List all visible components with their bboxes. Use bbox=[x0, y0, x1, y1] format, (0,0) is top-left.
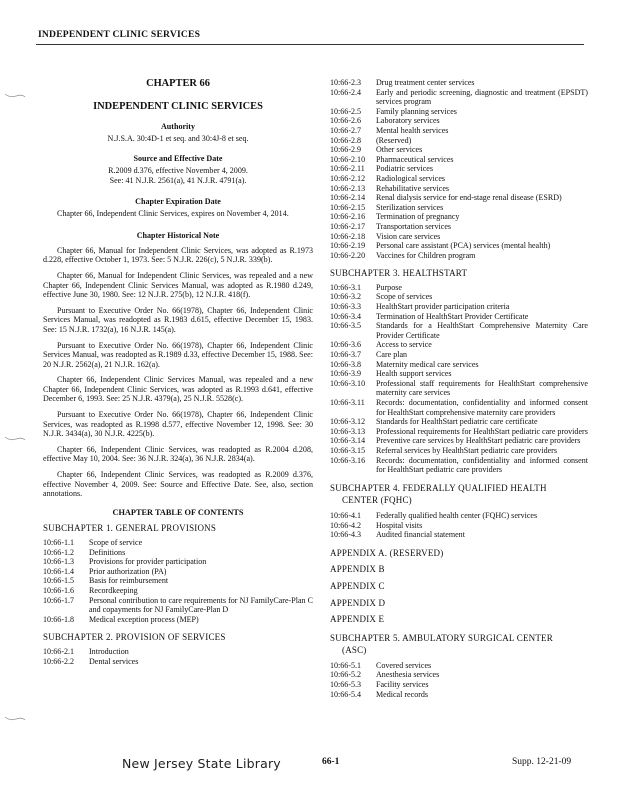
toc-entry: 10:66-2.14 Renal dialysis service for end-stage renal disease (ESRD) bbox=[330, 193, 562, 203]
toc-entry: 10:66-1.6 Recordkeeping bbox=[43, 585, 138, 595]
toc-entry: 10:66-2.1 Introduction bbox=[43, 646, 129, 656]
toc-entry: 10:66-3.11 Records: documentation, confidentiality and informed consent for HealthStart comprehensive maternity care providers bbox=[330, 398, 588, 417]
toc-entry: 10:66-1.1 Scope of service bbox=[43, 538, 143, 547]
subchapter-2-heading: SUBCHAPTER 2. PROVISION OF SERVICES bbox=[43, 632, 226, 643]
expiration-heading: Chapter Expiration Date bbox=[135, 196, 221, 206]
history-note: Chapter 66, Manual for Independent Clinic Services, was adopted as R.1973 d.228, effective October 1, 1973. See: 5 N.J.R. 226(c), 5 N.J.R. 339(b). bbox=[43, 245, 313, 265]
subchapter-3-heading: SUBCHAPTER 3. HEALTHSTART bbox=[330, 268, 468, 279]
toc-entry: 10:66-3.3 HealthStart provider participation criteria bbox=[330, 302, 510, 312]
toc-entry: 10:66-2.2 Dental services bbox=[43, 656, 139, 666]
toc-entry: 10:66-5.1 Covered services bbox=[330, 660, 432, 670]
history-note: Pursuant to Executive Order No. 66(1978), Chapter 66, Independent Clinic Services Manual, was readopted as R.1983 d.615, effective December 15, 1983. See: 15 N.J.R. 1732(a), 16 N.J.R. 145(a). bbox=[43, 305, 313, 334]
toc-entry: 10:66-3.6 Access to service bbox=[330, 340, 432, 350]
toc-entry: 10:66-1.3 Provisions for provider participation bbox=[43, 557, 207, 567]
toc-entry: 10:66-5.2 Anesthesia services bbox=[330, 670, 440, 680]
expiration-text: Chapter 66, Independent Clinic Services, expires on November 4, 2014. bbox=[57, 208, 289, 218]
history-heading: Chapter Historical Note bbox=[136, 231, 220, 241]
toc-entry: 10:66-3.2 Scope of services bbox=[330, 292, 433, 302]
toc-entry: 10:66-1.2 Definitions bbox=[43, 547, 126, 557]
toc-entry: 10:66-2.20 Vaccines for Children program bbox=[330, 250, 476, 260]
history-note: Pursuant to Executive Order No. 66(1978), Chapter 66, Independent Clinic Services, was readopted as R.1998 d.577, effective November 12, 1998. See: 30 N.J.R. 3434(a), 30 N.J.R. 4225(b). bbox=[43, 410, 313, 439]
toc-entry: 10:66-2.3 Drug treatment center services bbox=[330, 78, 475, 87]
toc-entry: 10:66-3.14 Preventive care services by HealthStart pediatric care providers bbox=[330, 436, 581, 446]
subchapter-5-heading-cont: (ASC) bbox=[342, 645, 367, 656]
toc-entry: 10:66-5.3 Facility services bbox=[330, 680, 429, 690]
toc-title: CHAPTER TABLE OF CONTENTS bbox=[112, 507, 244, 517]
running-head: INDEPENDENT CLINIC SERVICES bbox=[38, 29, 201, 40]
library-watermark: New Jersey State Library bbox=[122, 756, 281, 771]
history-note: Chapter 66, Manual for Independent Clinic Services, was repealed and a new Chapter 66, Independent Clinic Services Manual, was adopted as R.1980 d.249, effective June 30, 1980. See: 12 N.J.R. 275(b), 12 N.J.R. 418(f). bbox=[43, 270, 313, 300]
toc-entry: 10:66-3.7 Care plan bbox=[330, 350, 408, 360]
history-note: Chapter 66, Independent Clinic Services, was readopted as R.2009 d.376, effective November 4, 2009. See: Source and Effective Date. See, also, section annotations. bbox=[43, 470, 313, 499]
toc-entry: 10:66-2.19 Personal care assistant (PCA) services (mental health) bbox=[330, 241, 551, 251]
appendix-c: APPENDIX C bbox=[330, 580, 385, 591]
header-rule bbox=[36, 44, 584, 45]
toc-entry: 10:66-3.9 Health support services bbox=[330, 369, 452, 379]
toc-entry: 10:66-3.12 Standards for HealthStart pediatric care certificate bbox=[330, 417, 538, 427]
source-heading: Source and Effective Date bbox=[133, 154, 223, 164]
subchapter-4-heading: SUBCHAPTER 4. FEDERALLY QUALIFIED HEALTH bbox=[330, 482, 547, 493]
toc-entry: 10:66-2.15 Sterilization services bbox=[330, 202, 444, 212]
toc-entry: 10:66-2.12 Radiological services bbox=[330, 173, 446, 183]
toc-entry: 10:66-2.11 Podiatric services bbox=[330, 164, 433, 174]
toc-entry: 10:66-2.8 (Reserved) bbox=[330, 135, 412, 145]
history-note: Pursuant to Executive Order No. 66(1978), Chapter 66, Independent Clinic Services Manual, was readopted as R.1989 d.33, effective December 15, 1988. See: 20 N.J.R. 2562(a), 21 N.J.R. 162(a). bbox=[43, 340, 313, 369]
source-text-1: R.2009 d.376, effective November 4, 2009. bbox=[108, 165, 248, 175]
toc-entry: 10:66-3.5 Standards for a HealthStart Comprehensive Maternity Care Provider Certificate bbox=[330, 321, 588, 340]
toc-entry: 10:66-5.4 Medical records bbox=[330, 689, 429, 699]
toc-entry: 10:66-1.8 Medical exception process (MEP) bbox=[43, 614, 199, 624]
appendix-b: APPENDIX B bbox=[330, 564, 385, 575]
toc-entry: 10:66-4.1 Federally qualified health center (FQHC) services bbox=[330, 510, 538, 520]
right-column bbox=[330, 78, 588, 699]
toc-entry: 10:66-4.2 Hospital visits bbox=[330, 520, 423, 530]
scan-artifact-mark bbox=[4, 716, 26, 720]
left-column bbox=[43, 78, 313, 666]
scan-artifact-mark bbox=[4, 93, 26, 97]
toc-entry: 10:66-2.16 Termination of pregnancy bbox=[330, 212, 460, 222]
authority-text: N.J.S.A. 30:4D-1 et seq. and 30:4J-8 et seq. bbox=[107, 133, 249, 143]
toc-entry: 10:66-3.10 Professional staff requirements for HealthStart comprehensive maternity care services bbox=[330, 378, 588, 398]
toc-entry: 10:66-2.17 Transportation services bbox=[330, 221, 452, 231]
toc-entry: 10:66-2.9 Other services bbox=[330, 145, 423, 155]
scan-artifact-mark bbox=[4, 436, 26, 440]
toc-entry: 10:66-2.6 Laboratory services bbox=[330, 116, 440, 126]
subchapter-5-heading: SUBCHAPTER 5. AMBULATORY SURGICAL CENTER bbox=[330, 632, 553, 643]
toc-entry: 10:66-2.7 Mental health services bbox=[330, 125, 449, 135]
toc-entry: 10:66-3.1 Purpose bbox=[330, 282, 402, 292]
subchapter-1-heading: SUBCHAPTER 1. GENERAL PROVISIONS bbox=[43, 523, 217, 534]
appendix-e: APPENDIX E bbox=[330, 614, 385, 625]
toc-entry: 10:66-3.8 Maternity medical care services bbox=[330, 359, 479, 369]
chapter-number: CHAPTER 66 bbox=[146, 78, 210, 89]
toc-entry: 10:66-3.13 Professional requirements for HealthStart pediatric care providers bbox=[330, 426, 588, 436]
page-number: 66-1 bbox=[322, 757, 340, 767]
appendix-a: APPENDIX A. (RESERVED) bbox=[330, 547, 444, 558]
history-note: Chapter 66, Independent Clinic Services Manual, was repealed and a new Chapter 66, Independent Clinic Services, was adopted as R.1993 d.641, effective December 6, 1993. See: 25 N.J.R. 4379(a), 25 N.J.R. 5528(c). bbox=[43, 375, 313, 404]
supplement-date: Supp. 12-21-09 bbox=[512, 757, 572, 767]
toc-entry: 10:66-2.13 Rehabilitative services bbox=[330, 183, 450, 193]
toc-entry: 10:66-4.3 Audited financial statement bbox=[330, 530, 465, 540]
toc-entry: 10:66-3.4 Termination of HealthStart Provider Certificate bbox=[330, 311, 529, 321]
toc-entry: 10:66-2.10 Pharmaceutical services bbox=[330, 154, 454, 164]
authority-heading: Authority bbox=[161, 122, 195, 131]
chapter-title: INDEPENDENT CLINIC SERVICES bbox=[93, 101, 263, 112]
toc-entry: 10:66-2.18 Vision care services bbox=[330, 231, 441, 241]
source-text-2: See: 41 N.J.R. 2561(a), 41 N.J.R. 4791(a). bbox=[109, 176, 247, 186]
toc-entry: 10:66-1.4 Prior authorization (PA) bbox=[43, 566, 167, 576]
toc-entry: 10:66-2.4 Early and periodic screening, diagnostic and treatment (EPSDT) services program bbox=[330, 87, 588, 107]
toc-entry: 10:66-2.5 Family planning services bbox=[330, 106, 457, 116]
toc-entry: 10:66-3.15 Referral services by HealthStart pediatric care providers bbox=[330, 445, 557, 455]
toc-entry: 10:66-3.16 Records: documentation, confidentiality and informed consent for HealthStart pediatric care providers bbox=[330, 455, 588, 475]
subchapter-4-heading-cont: CENTER (FQHC) bbox=[342, 495, 412, 506]
appendix-d: APPENDIX D bbox=[330, 597, 386, 608]
toc-entry: 10:66-1.5 Basis for reimbursement bbox=[43, 576, 169, 586]
history-note: Chapter 66, Independent Clinic Services, was readopted as R.2004 d.208, effective May 10, 2004. See: 36 N.J.R. 324(a), 36 N.J.R. 2834(a). bbox=[43, 444, 313, 464]
toc-entry: 10:66-1.7 Personal contribution to care requirements for NJ FamilyCare-Plan C and copayments for NJ FamilyCare-Plan D bbox=[43, 595, 313, 615]
